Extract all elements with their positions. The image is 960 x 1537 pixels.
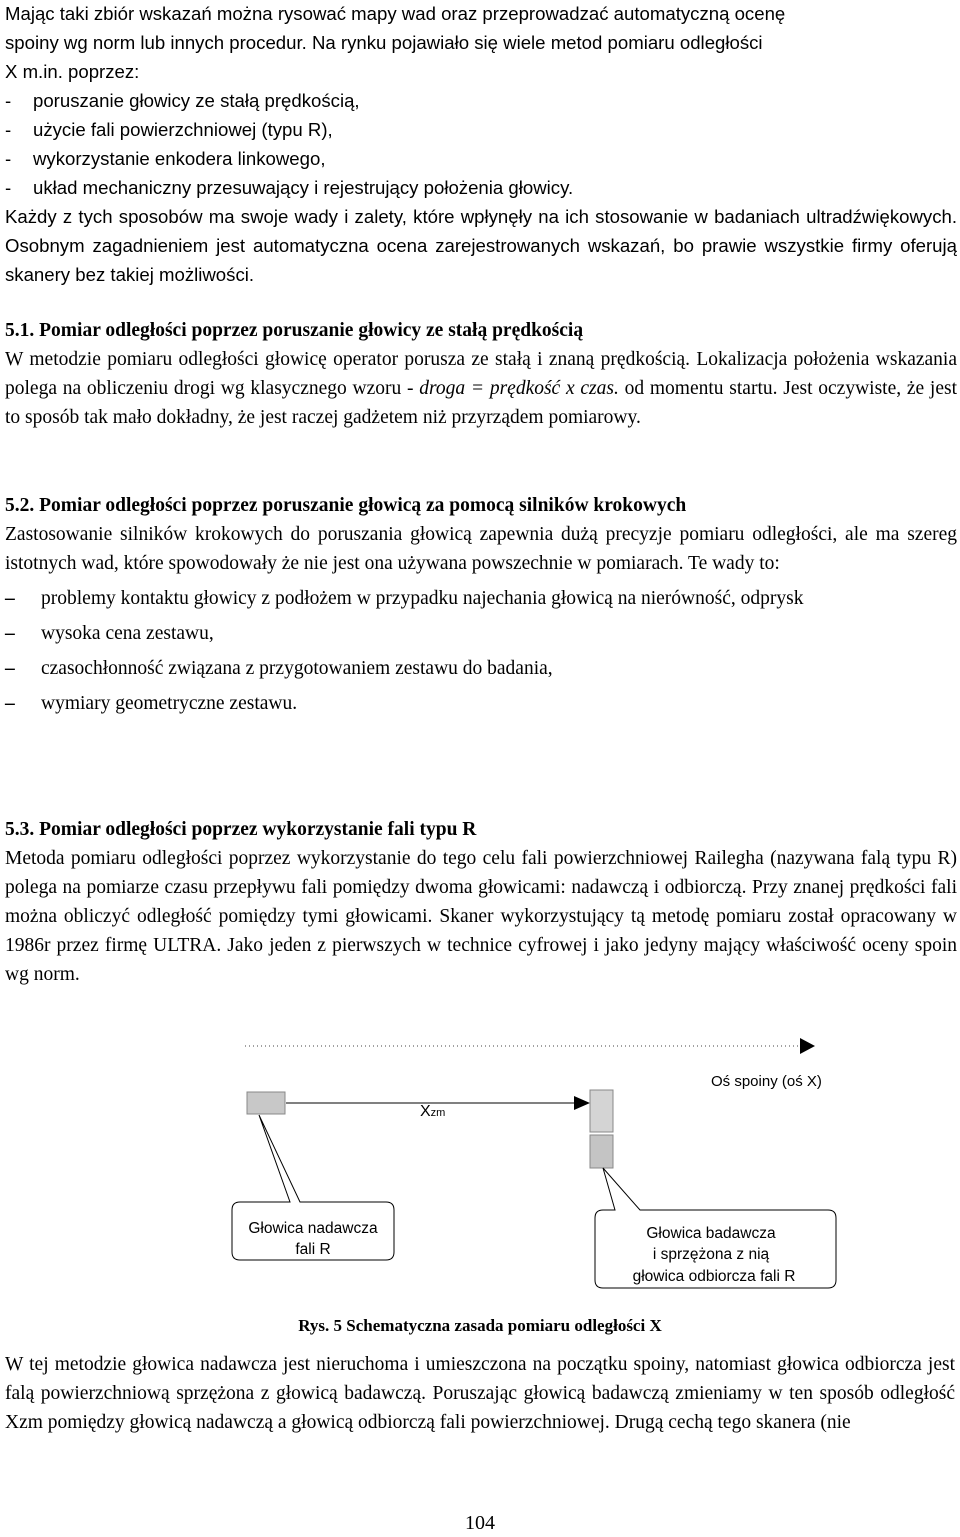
formula: droga = prędkość x czas.: [419, 378, 619, 399]
section-heading: 5.1. Pomiar odległości poprzez poruszanie głowicy ze stałą prędkością: [5, 320, 584, 341]
list-item-text: czasochłonność związana z przygotowaniem zestawu do badania,: [41, 658, 553, 679]
section-paragraph: Zastosowanie silników krokowych do poruszania głowicą zapewnia dużą precyzje pomiaru odległości, ale ma szereg istotnych wad, które spowodowały że nie jest ona używana powszechnie w pomiarach. Te wady to:: [5, 524, 957, 574]
callout-right-line-2: i sprzężona z nią: [652, 1246, 770, 1263]
section-paragraph: [5, 345, 957, 432]
defects-list: [5, 584, 957, 718]
section-paragraph: Metoda pomiaru odległości poprzez wykorzystanie do tego celu fali powierzchniowej Railegha (nazywana falą typu R) polega na pomiarze czasu przepływu fali pomiędzy dwoma głowicami: nadawczą i odbiorczą. Przy znanej prędkości fali można obliczyć odległość pomiędzy tymi głowicami. Skaner wykorzystujący tą metodę pomiaru został opracowany w 1986r przez firmę ULTRA. Jako jeden z pierwszych w technice cyfrowej i jako jedyny mający właściwość oceny spoin wg norm.: [5, 848, 957, 985]
intro-section: [5, 0, 957, 289]
intro-line-3: X m.in. poprzez:: [5, 61, 140, 82]
callout-right-line-1: Głowica badawcza: [646, 1225, 776, 1242]
list-item: [5, 584, 957, 613]
scanner-diagram: [0, 1030, 960, 1350]
list-item: [5, 654, 957, 683]
bullet-marker: -: [5, 119, 12, 140]
bullet-text: poruszanie głowicy ze stałą prędkością,: [33, 90, 360, 111]
intro-line-2: spoiny wg norm lub innych procedur. Na rynku pojawiało się wiele metod pomiaru odległości: [5, 32, 763, 53]
list-item: [5, 144, 957, 173]
xzm-main: X: [420, 1103, 431, 1120]
list-item-text: wysoka cena zestawu,: [41, 623, 214, 644]
callout-transmitter: [232, 1115, 394, 1260]
section-heading: 5.3. Pomiar odległości poprzez wykorzystanie fali typu R: [5, 819, 477, 840]
xzm-arrowhead: [574, 1096, 590, 1110]
section-heading: 5.2. Pomiar odległości poprzez poruszanie głowicą za pomocą silników krokowych: [5, 495, 687, 516]
page-number: 104: [465, 1512, 495, 1534]
intro-line-1: Mając taki zbiór wskazań można rysować mapy wad oraz przeprowadzać automatyczną ocenę: [5, 3, 786, 24]
figure-caption: Rys. 5 Schematyczna zasada pomiaru odległości X: [298, 1316, 662, 1335]
transmitter-probe: [247, 1092, 285, 1114]
bullet-text: układ mechaniczny przesuwający i rejestrujący położenia głowicy.: [33, 177, 574, 198]
list-item-text: problemy kontaktu głowicy z podłożem w przypadku najechania głowicą na nierówność, odprysk: [41, 588, 804, 609]
intro-paragraph: Każdy z tych sposobów ma swoje wady i zalety, które wpłynęły na ich stosowanie w badaniach ultradźwiękowych. Osobnym zagadnieniem jest automatyczna ocena zarejestrowanych wskazań, bo prawie wszystkie firmy oferują skanery bez takiej możliwości.: [5, 206, 957, 285]
section-5-1: [5, 316, 957, 432]
list-item: [5, 619, 957, 648]
section-5-3: [5, 815, 957, 989]
paragraph-text: od momentu startu. Jest oczywiste, że jest to sposób tak mało dokładny, że jest raczej gadżetem niż przyrządem pomiarowy.: [5, 378, 958, 428]
dash-marker: –: [5, 658, 15, 679]
xzm-subscript: zm: [430, 1107, 446, 1119]
callout-left-line-1: Głowica nadawcza: [248, 1220, 378, 1237]
callout-right-line-3: głowica odbiorcza fali R: [632, 1268, 796, 1285]
dash-marker: –: [5, 693, 15, 714]
closing-paragraph: W tej metodzie głowica nadawcza jest nieruchoma i umieszczona na początku spoiny, natomiast głowica odbiorcza jest falą powierzchniową sprzężona z głowicą badawczą. Poruszając głowicą badawczą zmieniamy w ten sposób odległość Xzm pomiędzy głowicą nadawczą a głowicą odbiorczą fali powierzchniowej. Drugą cechą tego skanera (nie: [5, 1354, 955, 1433]
weld-axis-label: Oś spoiny (oś X): [711, 1073, 822, 1090]
list-item: [5, 115, 957, 144]
bullet-text: wykorzystanie enkodera linkowego,: [33, 148, 326, 169]
list-item: [5, 86, 957, 115]
dash-marker: –: [5, 588, 15, 609]
list-item: [5, 173, 957, 202]
list-item: [5, 689, 957, 718]
dash-marker: –: [5, 623, 15, 644]
bullet-marker: -: [5, 90, 12, 111]
paragraph-text: W metodzie pomiaru odległości głowicę operator porusza ze stałą i znaną prędkością. Lokalizacja położenia wskazania polega na obliczeniu drogi wg klasycznego wzoru -: [5, 349, 957, 399]
closing-section: [5, 1350, 955, 1437]
section-5-2: [5, 491, 957, 718]
intro-bullet-list: [5, 86, 957, 202]
list-item-text: wymiary geometryczne zestawu.: [41, 693, 298, 714]
weld-axis-arrowhead: [800, 1038, 815, 1054]
bullet-marker: -: [5, 177, 12, 198]
bullet-text: użycie fali powierzchniowej (typu R),: [33, 119, 333, 140]
xzm-label: [420, 1103, 445, 1120]
receiver-probe: [590, 1090, 613, 1132]
callout-left-line-2: fali R: [295, 1241, 331, 1258]
bullet-marker: -: [5, 148, 12, 169]
test-probe: [590, 1135, 613, 1168]
